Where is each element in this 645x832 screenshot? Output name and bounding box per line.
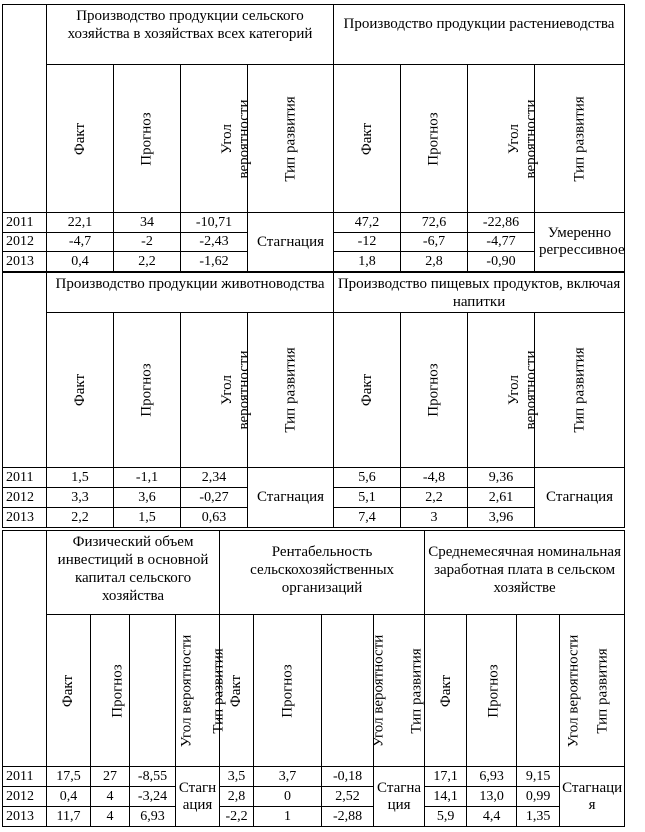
angle-cell: 1,35 — [517, 807, 560, 827]
column-header: Прогноз — [254, 615, 322, 767]
section-title: Физический объем инвестиций в основной капитал сельского хозяйства — [47, 531, 220, 615]
fact-cell: 1,8 — [334, 252, 401, 272]
fact-cell: 17,5 — [47, 767, 91, 787]
angle-cell: 6,93 — [130, 807, 176, 827]
column-header: Прогноз — [401, 65, 468, 213]
fact-cell: 5,9 — [425, 807, 467, 827]
angle-cell: -8,55 — [130, 767, 176, 787]
fact-cell: 2,8 — [220, 787, 254, 807]
angle-cell: -0,90 — [468, 252, 535, 272]
year-cell: 2011 — [3, 767, 47, 787]
column-header: Факт — [220, 615, 254, 767]
column-header: Факт — [334, 313, 401, 468]
column-header: Прогноз — [114, 313, 181, 468]
table-block-2 — [2, 272, 625, 528]
angle-cell: -22,86 — [468, 213, 535, 233]
fact-cell: 5,6 — [334, 468, 401, 488]
angle-cell: 3,96 — [468, 508, 535, 528]
fact-cell: -2,2 — [220, 807, 254, 827]
development-type-cell: Стагнация — [176, 767, 220, 827]
section-title: Рентабельность сельскохозяйственных организаций — [220, 531, 425, 615]
angle-cell: -3,24 — [130, 787, 176, 807]
forecast-cell: 13,0 — [467, 787, 517, 807]
forecast-cell: 1,5 — [114, 508, 181, 528]
table-block-1 — [2, 4, 625, 272]
column-header: Прогноз — [401, 313, 468, 468]
fact-cell: 14,1 — [425, 787, 467, 807]
fact-cell: 11,7 — [47, 807, 91, 827]
forecast-cell: 34 — [114, 213, 181, 233]
column-header: Тип развития — [248, 313, 334, 468]
column-header: Угол вероятности — [130, 615, 176, 767]
forecast-cell: 2,8 — [401, 252, 468, 272]
forecast-cell: -6,7 — [401, 233, 468, 252]
year-cell: 2013 — [3, 508, 47, 528]
column-header: Прогноз — [467, 615, 517, 767]
forecast-cell: -4,8 — [401, 468, 468, 488]
fact-cell: 17,1 — [425, 767, 467, 787]
forecast-cell: 4 — [91, 807, 130, 827]
fact-cell: 22,1 — [47, 213, 114, 233]
angle-cell: 9,15 — [517, 767, 560, 787]
forecast-cell: 4 — [91, 787, 130, 807]
fact-cell: 3,5 — [220, 767, 254, 787]
angle-cell: 2,61 — [468, 488, 535, 508]
development-type-cell: Стагнация — [535, 468, 625, 528]
column-header: Факт — [334, 65, 401, 213]
angle-cell: -0,27 — [181, 488, 248, 508]
stub-header — [3, 273, 47, 468]
year-cell: 2013 — [3, 807, 47, 827]
development-type-cell: Стагнация — [248, 213, 334, 272]
forecast-cell: -1,1 — [114, 468, 181, 488]
column-header: Угол вероятности — [468, 65, 535, 213]
development-type-cell: Стагнация — [248, 468, 334, 528]
angle-cell: -4,77 — [468, 233, 535, 252]
fact-cell: 1,5 — [47, 468, 114, 488]
column-header: Факт — [47, 313, 114, 468]
section-title: Среднемесячная номинальная заработная плата в сельском хозяйстве — [425, 531, 625, 615]
section-title: Производство продукции животноводства — [47, 273, 334, 313]
angle-cell: 9,36 — [468, 468, 535, 488]
column-header: Тип развития — [560, 615, 625, 767]
year-cell: 2012 — [3, 233, 47, 252]
column-header: Угол вероятности — [322, 615, 374, 767]
fact-cell: 47,2 — [334, 213, 401, 233]
column-header: Факт — [425, 615, 467, 767]
fact-cell: -4,7 — [47, 233, 114, 252]
angle-cell: 2,34 — [181, 468, 248, 488]
angle-cell: 0,63 — [181, 508, 248, 528]
forecast-cell: 1 — [254, 807, 322, 827]
angle-cell: -2,43 — [181, 233, 248, 252]
angle-cell: -1,62 — [181, 252, 248, 272]
forecast-cell: 3,6 — [114, 488, 181, 508]
column-header: Тип развития — [176, 615, 220, 767]
section-title: Производство продукции сельского хозяйства в хозяйствах всех категорий — [47, 5, 334, 65]
fact-cell: 2,2 — [47, 508, 114, 528]
column-header: Тип развития — [535, 65, 625, 213]
year-cell: 2011 — [3, 213, 47, 233]
column-header: Тип развития — [248, 65, 334, 213]
year-cell: 2011 — [3, 468, 47, 488]
fact-cell: 7,4 — [334, 508, 401, 528]
year-cell: 2013 — [3, 252, 47, 272]
development-type-cell: Стагнация — [560, 767, 625, 827]
column-header: Тип развития — [374, 615, 425, 767]
year-cell: 2012 — [3, 787, 47, 807]
column-header: Угол вероятности — [468, 313, 535, 468]
forecast-cell: 2,2 — [401, 488, 468, 508]
fact-cell: 3,3 — [47, 488, 114, 508]
column-header: Угол вероятности — [181, 313, 248, 468]
development-type-cell: Умеренно регрессивное — [535, 213, 625, 272]
forecast-cell: 27 — [91, 767, 130, 787]
forecast-cell: -2 — [114, 233, 181, 252]
fact-cell: -12 — [334, 233, 401, 252]
forecast-cell: 2,2 — [114, 252, 181, 272]
section-title: Производство пищевых продуктов, включая напитки — [334, 273, 625, 313]
stub-header — [3, 531, 47, 767]
column-header: Факт — [47, 65, 114, 213]
column-header: Прогноз — [91, 615, 130, 767]
year-cell: 2012 — [3, 488, 47, 508]
forecast-cell: 3,7 — [254, 767, 322, 787]
table-block-3 — [2, 530, 625, 827]
angle-cell: 2,52 — [322, 787, 374, 807]
forecast-cell: 0 — [254, 787, 322, 807]
angle-cell: -0,18 — [322, 767, 374, 787]
stub-header — [3, 5, 47, 213]
column-header: Угол вероятности — [517, 615, 560, 767]
angle-cell: -10,71 — [181, 213, 248, 233]
forecast-cell: 3 — [401, 508, 468, 528]
column-header: Тип развития — [535, 313, 625, 468]
angle-cell: 0,99 — [517, 787, 560, 807]
fact-cell: 5,1 — [334, 488, 401, 508]
column-header: Прогноз — [114, 65, 181, 213]
column-header: Факт — [47, 615, 91, 767]
fact-cell: 0,4 — [47, 252, 114, 272]
fact-cell: 0,4 — [47, 787, 91, 807]
forecast-cell: 72,6 — [401, 213, 468, 233]
angle-cell: -2,88 — [322, 807, 374, 827]
forecast-cell: 6,93 — [467, 767, 517, 787]
section-title: Производство продукции растениеводства — [334, 5, 625, 65]
forecast-cell: 4,4 — [467, 807, 517, 827]
column-header: Угол вероятности — [181, 65, 248, 213]
development-type-cell: Стагнация — [374, 767, 425, 827]
